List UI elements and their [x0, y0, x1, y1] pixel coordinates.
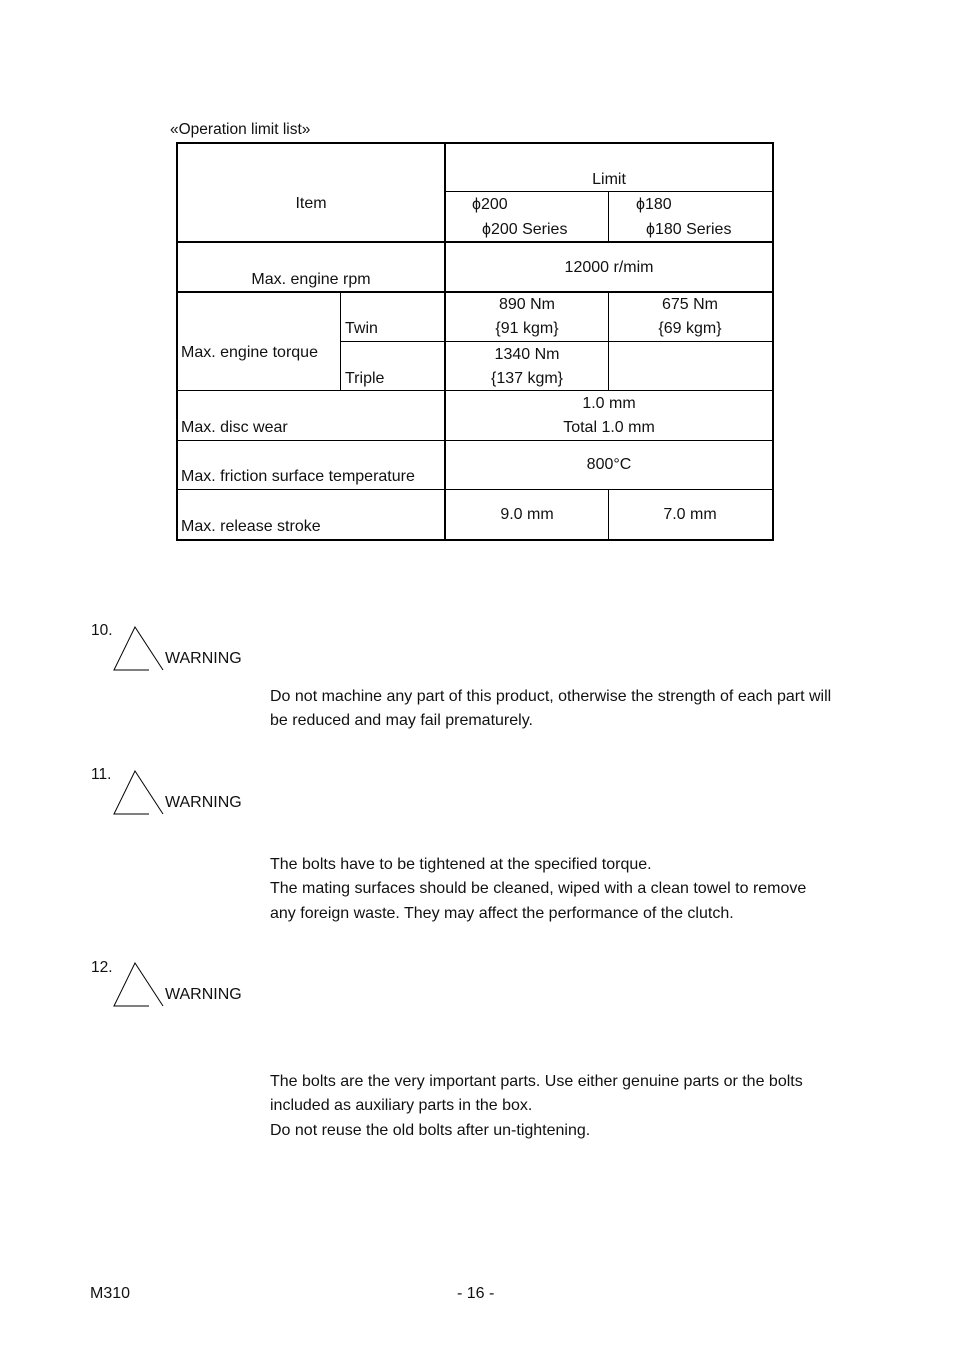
divider-col-torque: [608, 292, 609, 391]
twin-col2-line2: {69 kgm}: [658, 320, 722, 337]
warning-text-line: any foreign waste. They may affect the performance of the clutch.: [270, 904, 734, 922]
warning-text-line: included as auxiliary parts in the box.: [270, 1097, 533, 1115]
warning-text: [270, 853, 870, 926]
item-header: Item: [295, 195, 327, 212]
warning-number: 12.: [91, 959, 113, 976]
rpm-label: Max. engine rpm: [251, 271, 371, 288]
triple-col1-line2: {137 kgm}: [490, 370, 564, 387]
twin-col1-line1: 890 Nm: [498, 296, 556, 313]
warning-triangle-icon: [113, 626, 165, 672]
torque-label: Max. engine torque: [181, 344, 318, 361]
warning-text-line: be reduced and may fail prematurely.: [270, 712, 533, 730]
warning-label: WARNING: [165, 794, 242, 811]
warning-text-line: Do not reuse the old bolts after un-tightening.: [270, 1121, 591, 1139]
col2-header-line1: ϕ180: [636, 196, 672, 213]
document-code: M310: [90, 1285, 131, 1302]
release-stroke-label: Max. release stroke: [181, 518, 321, 535]
twin-label: Twin: [345, 320, 378, 337]
row-line-twin: [340, 341, 774, 342]
row-line-2: [176, 291, 774, 293]
row-line-4: [176, 440, 774, 441]
page-number: - 16 -: [457, 1285, 495, 1302]
warning-number: 10.: [91, 622, 113, 639]
disc-wear-line2: Total 1.0 mm: [563, 419, 655, 436]
release-stroke-col2: 7.0 mm: [663, 506, 717, 523]
rpm-value: 12000 r/mim: [564, 259, 654, 276]
col2-header-line2: ϕ180 Series: [646, 221, 732, 238]
triple-label: Triple: [345, 370, 385, 387]
warning-text: [270, 1070, 870, 1143]
divider-col-header: [608, 191, 609, 241]
disc-wear-label: Max. disc wear: [181, 419, 288, 436]
warning-text-line: The bolts have to be tightened at the specified torque.: [270, 856, 652, 873]
warning-text: [270, 685, 870, 734]
disc-wear-line1: 1.0 mm: [582, 395, 636, 412]
divider-torque-sub: [340, 292, 341, 391]
release-stroke-col1: 9.0 mm: [500, 506, 554, 523]
table-caption: «Operation limit list»: [170, 121, 311, 138]
row-line-5: [176, 489, 774, 490]
col1-header-line1: ϕ200: [472, 196, 508, 213]
temperature-value: 800°C: [586, 456, 632, 473]
warning-text-line: Do not machine any part of this product, otherwise the strength of each part will: [270, 688, 832, 705]
triple-col1-line1: 1340 Nm: [494, 346, 560, 363]
twin-col1-line2: {91 kgm}: [495, 320, 559, 337]
divider-limit-sub: [445, 191, 773, 192]
row-line-1: [176, 241, 774, 243]
warning-text-line: The bolts are the very important parts. Use either genuine parts or the bolts: [270, 1073, 803, 1090]
twin-col2-line1: 675 Nm: [661, 296, 719, 313]
operation-limit-table: [176, 142, 774, 541]
warning-triangle-icon: [113, 962, 165, 1008]
col1-header-line2: ϕ200 Series: [482, 221, 568, 238]
table-border-bottom: [176, 539, 774, 541]
row-line-3: [176, 390, 774, 391]
temperature-label: Max. friction surface temperature: [181, 468, 415, 485]
warning-label: WARNING: [165, 650, 242, 667]
table-border-top: [176, 142, 774, 144]
table-border-left: [176, 142, 178, 541]
warning-label: WARNING: [165, 986, 242, 1003]
divider-col-stroke: [608, 490, 609, 540]
warning-text-line: The mating surfaces should be cleaned, wiped with a clean towel to remove: [270, 880, 807, 898]
limit-header: Limit: [592, 171, 626, 188]
warning-number: 11.: [91, 766, 112, 783]
warning-triangle-icon: [113, 770, 165, 816]
